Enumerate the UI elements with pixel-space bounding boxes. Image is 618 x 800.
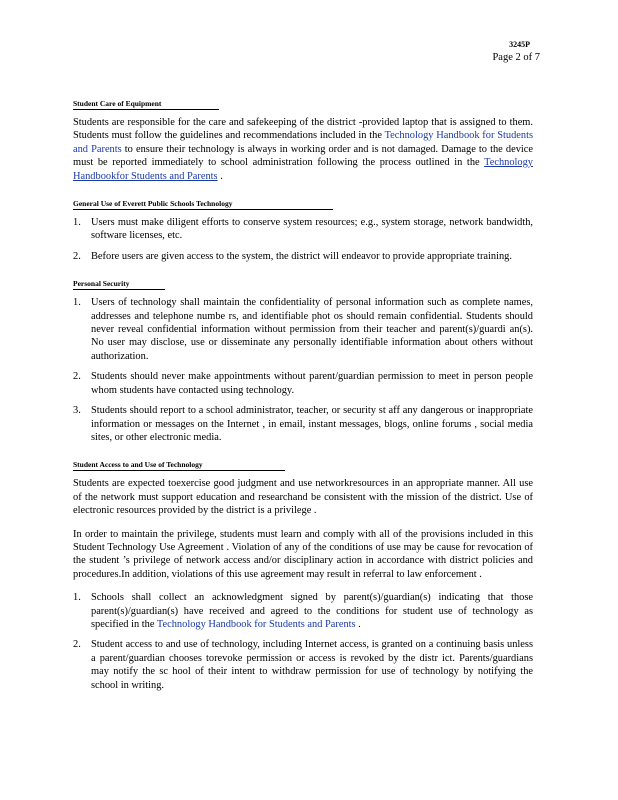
list-number: 2. [73,371,81,383]
text-run: Students are responsible for the care and safekeeping of the district -provided laptop that is assigned to them. Students must follow the guidelines and recommendations included in the [73,117,533,142]
list-text: Users of technology shall maintain the confidentiality of personal information such as complete names, addresses and telephone numbe rs, and identifiable phot os should remain confidential. Students should never reveal confidential information without permission from their teacher and parent(s)/guardi an(s). No user may disclose, use or disseminate any personally identifiable information about others without authorization. [91,297,533,362]
list-text: . [355,618,361,630]
section-heading: General Use of Everett Public Schools Technology [73,199,333,210]
general-use-list [73,216,533,263]
section-student-access [73,454,533,692]
text-run: to ensure their technology is always in working order and is not damaged. Damage to the device must be reported immediately to school administration following the process outlined in the [73,143,533,169]
section-personal-security [73,273,533,444]
list-item [73,404,533,444]
list-item [73,296,533,363]
text-run: . [217,170,223,182]
list-number: 1. [73,297,81,309]
section-heading: Student Care of Equipment [73,99,219,110]
policy-code: 3245P [509,40,530,49]
access-paragraph-2: In order to maintain the privilege, students must learn and comply with all of the provisions included in this Student Technology Use Agreement . Violation of any of the conditions of use may be cause for revocation of the student ’s privilege of network access and/or disciplinary action in accordance with district policies and procedures.In addition, violations of this use agreement may result in referral to law enforcement . [73,528,533,580]
list-item [73,638,533,692]
list-item [73,370,533,397]
document-body [73,93,533,702]
list-item [73,216,533,243]
list-number: 1. [73,217,81,229]
section-student-care [73,93,533,183]
list-text: Users must make diligent efforts to conserve system resources; e.g., system storage, network bandwidth, software licenses, etc. [91,217,533,242]
page-number: Page 2 of 7 [492,52,540,63]
handbook-link[interactable]: Technology Handbook for Students and Parents [156,618,356,630]
access-paragraph-1: Students are expected toexercise good judgment and use networkresources in an appropriate manner. All use of the network must support education and researchand be consistent with the mission of the district. Use of electronic resources provided by the district is a privilege . [73,478,533,517]
list-item [73,250,533,263]
personal-security-list [73,296,533,444]
handbook-link[interactable]: Technology Handbookfor Students and Parents [73,157,533,182]
student-access-list [73,591,533,692]
section-general-use [73,193,533,263]
section-heading: Student Access to and Use of Technology [73,460,285,471]
list-number: 2. [73,250,81,262]
list-number: 2. [73,639,81,651]
list-text: Student access to and use of technology, including Internet access, is granted on a continuing basis unless a parent/guardian chooses torevoke permission or access is revoked by the distr ict. Parents/guardians may notify the sc hool of their intent to withdraw permission for use of technology by notifying the school in writing. [91,639,533,691]
list-text: Students should never make appointments without parent/guardian permission to meet in person people whom students have contacted using technology. [91,371,533,396]
list-number: 3. [73,405,81,417]
section-heading: Personal Security [73,279,165,290]
handbook-link[interactable]: Technology Handbook for Students and Parents [73,130,533,155]
list-item [73,591,533,631]
list-text: Schools shall collect an acknowledgment signed by parent(s)/guardian(s) indicating that those parent(s)/guardian(s) have received and agreed to the conditions for student use of technology as specified in the [91,592,533,630]
list-text: Students should report to a school administrator, teacher, or security st aff any dangerous or inappropriate information or messages on the Internet , in email, instant messages, blogs, online forums , social media sites, or other electronic media. [91,405,533,443]
list-text: Before users are given access to the system, the district will endeavor to provide appropriate training. [91,250,512,262]
care-paragraph [73,116,533,183]
list-number: 1. [73,592,81,604]
